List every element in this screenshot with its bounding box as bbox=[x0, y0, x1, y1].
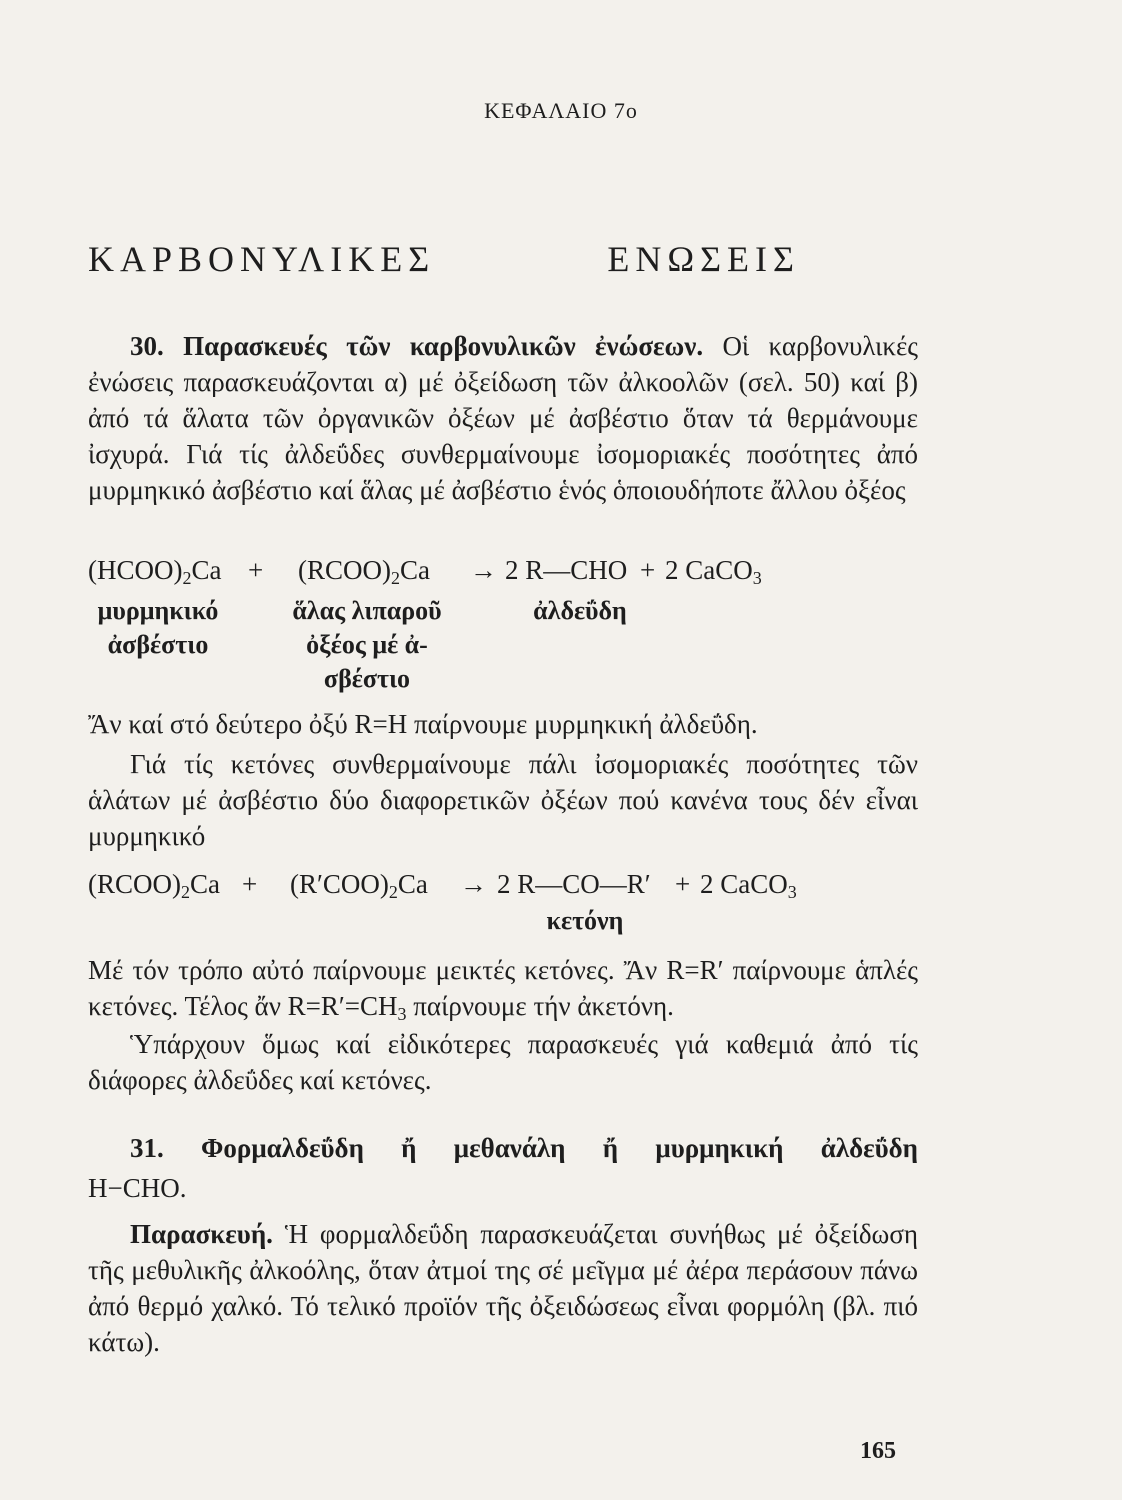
eq2-reactant-1: $(RCOO)_2Ca$ bbox=[88, 869, 220, 902]
section-31-formula: H−CHO. bbox=[88, 1173, 187, 1203]
chapter-title-word-2: ΕΝΩΣΕΙΣ bbox=[607, 239, 800, 279]
paragraph-mixed-ketones: Μέ τόν τρόπο αὐτό παίρνουμε μεικτές κετόνες. Ἄν R=R′ παίρνουμε ἁπλές κετόνες. Τέλος ἄν $R=R'=CH_3$ παίρνουμε τήν ἀκετόνη. bbox=[88, 955, 918, 1024]
chapter-title bbox=[88, 238, 800, 280]
section-30-body: Οἱ καρβονυλικές ἐνώσεις παρασκευάζονται α) μέ ὀξείδωση τῶν ἀλκοολῶν (σελ. 50) καί β) ἀπό τά ἅλατα τῶν ὀργανικῶν ὀξέων μέ ἀσβέστιο ὅταν τά θερμάνουμε ἰσχυρά. Γιά τίς ἀλδεΰδες συνθερμαίνουμε ἰσομοριακές ποσότητες ἀπό μυρμηκικό ἀσβέστιο καί ἅλας μέ ἀσβέστιο ἑνός ὁποιουδήποτε ἄλλου ὀξέος bbox=[88, 331, 918, 505]
chapter-heading: ΚΕΦΑΛΑΙΟ 7ο bbox=[484, 98, 638, 123]
eq1-product-1: 2 R—CHO bbox=[505, 555, 628, 585]
eq1-reactant-1: $(HCOO)_2Ca$ bbox=[88, 555, 222, 588]
eq2-plus-1: + bbox=[242, 869, 258, 899]
eq1-label-salt: ἅλας λιπαροῦ ὀξέος μέ ἀ-σβέστιο bbox=[292, 596, 442, 693]
eq1-reactant-2: $(RCOO)_2Ca$ bbox=[298, 555, 430, 588]
section-31-heading: 31. Φορμαλδεΰδη ἤ μεθανάλη ἤ μυρμηκική ἀλδεΰδη bbox=[130, 1133, 918, 1163]
eq1-plus-2: + bbox=[640, 555, 656, 585]
eq1-arrow: → bbox=[470, 555, 497, 585]
eq2-arrow: → bbox=[460, 869, 487, 899]
section-30-paragraph bbox=[88, 328, 918, 508]
eq2-product-1: 2 R—CO—R′ bbox=[497, 869, 651, 899]
eq2-plus-2: + bbox=[675, 869, 691, 899]
section-30-heading: 30. Παρασκευές τῶν καρβονυλικῶν ἐνώσεων. bbox=[130, 331, 704, 361]
chapter-title-word-1: ΚΑΡΒΟΝΥΛΙΚΕΣ bbox=[88, 239, 436, 279]
eq1-plus-1: + bbox=[248, 555, 264, 585]
paragraph-special-preparations: Ὑπάρχουν ὅμως καί εἰδικότερες παρασκευές γιά καθεμιά ἀπό τίς διάφορες ἀλδεΰδες καί κετόνες. bbox=[88, 1029, 918, 1095]
eq2-label-ketone: κετόνη bbox=[546, 906, 624, 935]
preparation-paragraph bbox=[88, 1216, 918, 1360]
preparation-body: Ἡ φορμαλδεΰδη παρασκευάζεται συνήθως μέ ὀξείδωση τῆς μεθυλικῆς ἀλκοόλης, ὅταν ἀτμοί της σέ μεῖγμα μέ ἀέρα περάσουν πάνω ἀπό θερμό χαλκό. Τό τελικό προϊόν τῆς ὀξειδώσεως εἶναι φορμόλη (βλ. πιό κάτω). bbox=[88, 1219, 919, 1357]
page-number: 165 bbox=[860, 1438, 896, 1464]
paragraph-ketones: Γιά τίς κετόνες συνθερμαίνουμε πάλι ἰσομοριακές ποσότητες τῶν ἁλάτων μέ ἀσβέστιο δύο διαφορετικῶν ὀξέων πού κανένα τους δέν εἶναι μυρμηκικό bbox=[88, 749, 918, 851]
eq2-product-2: 2 CaCO$_3$ bbox=[700, 869, 797, 902]
preparation-label: Παρασκευή. bbox=[130, 1219, 273, 1249]
eq1-product-2: 2 CaCO$_3$ bbox=[665, 555, 762, 588]
eq2-reactant-2: $(R'COO)_2Ca$ bbox=[290, 869, 428, 902]
eq1-label-aldehyde: ἀλδεΰδη bbox=[533, 596, 627, 625]
paragraph-r-equals-h: Ἄν καί στό δεύτερο ὀξύ R=H παίρνουμε μυρμηκική ἀλδεΰδη. bbox=[88, 709, 758, 739]
eq1-label-formate: μυρμηκικό ἀσβέστιο bbox=[97, 596, 219, 659]
